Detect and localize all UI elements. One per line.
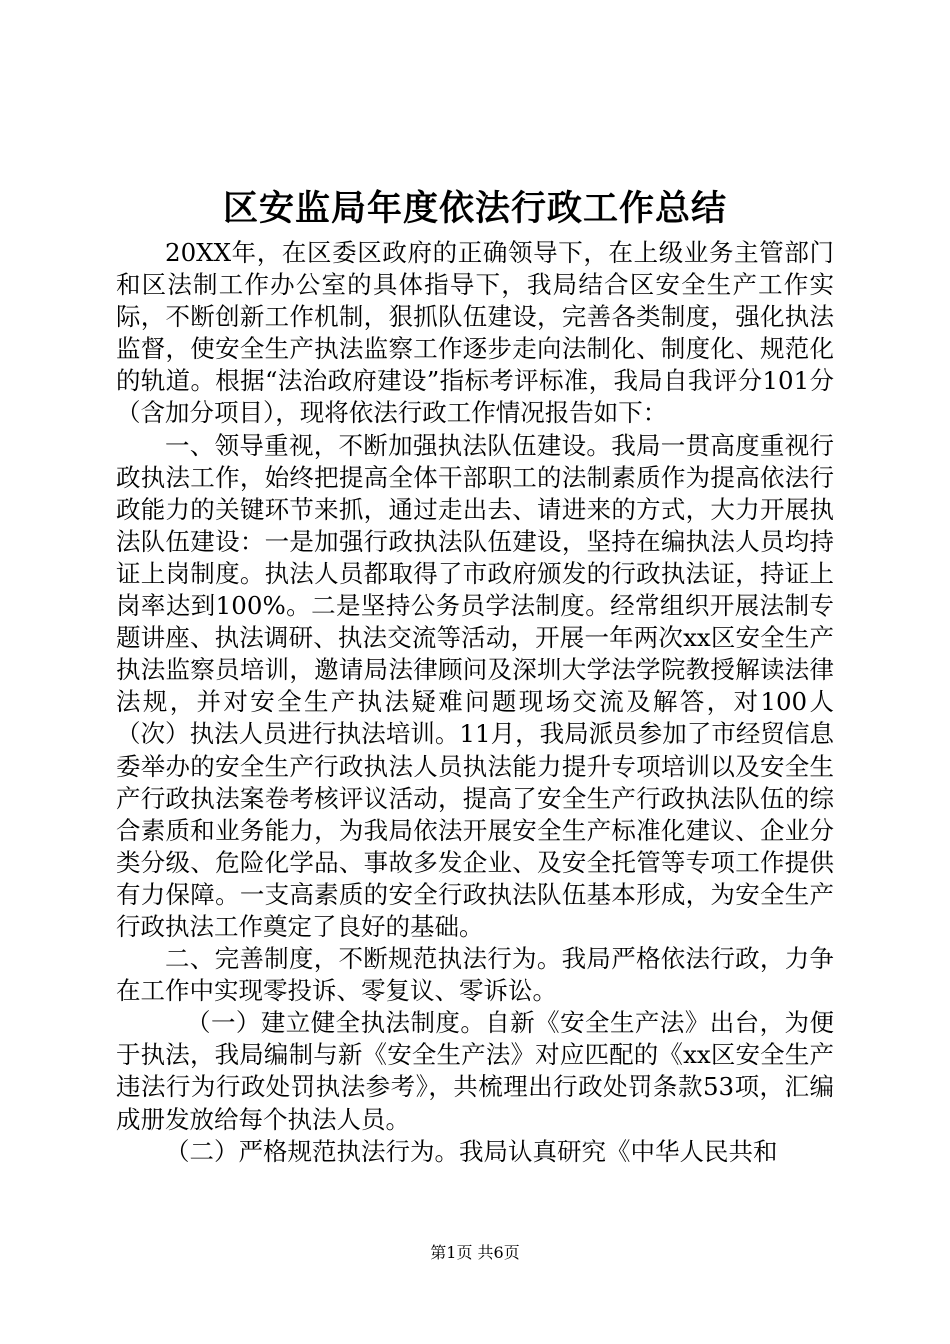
- paragraph-intro: 20XX年，在区委区政府的正确领导下，在上级业务主管部门和区法制工作办公室的具体指导下，我局结合区安全生产工作实际，不断创新工作机制，狠抓队伍建设，完善各类制度，强化执法监督，使安全生产执法监察工作逐步走向法制化、制度化、规范化的轨道。根据“法治政府建设”指标考评标准，我局自我评分101分（含加分项目），现将依法行政工作情况报告如下：: [116, 238, 834, 428]
- paragraph-subsection-1: （一）建立健全执法制度。自新《安全生产法》出台，为便于执法，我局编制与新《安全生产法》对应匹配的《xx区安全生产违法行为行政处罚执法参考》，共梳理出行政处罚条款53项，汇编成册发放给每个执法人员。: [116, 1008, 834, 1134]
- paragraph-subsection-2: （二）严格规范执法行为。我局认真研究《中华人民共和: [165, 1136, 778, 1166]
- document-title: 区安监局年度依法行政工作总结: [222, 188, 727, 229]
- paragraph-section-1: 一、领导重视，不断加强执法队伍建设。我局一贯高度重视行政执法工作，始终把提高全体干部职工的法制素质作为提高依法行政能力的关键环节来抓，通过走出去、请进来的方式，大力开展执法队伍建设：一是加强行政执法队伍建设，坚持在编执法人员均持证上岗制度。执法人员都取得了市政府颁发的行政执法证，持证上岗率达到100%。二是坚持公务员学法制度。经常组织开展法制专题讲座、执法调研、执法交流等活动，开展一年两次xx区安全生产执法监察员培训，邀请局法律顾问及深圳大学法学院教授解读法律法规，并对安全生产执法疑难问题现场交流及解答，对100人（次）执法人员进行执法培训。11月，我局派员参加了市经贸信息委举办的安全生产行政执法人员执法能力提升专项培训以及安全生产行政执法案卷考核评议活动，提高了安全生产行政执法队伍的综合素质和业务能力，为我局依法开展安全生产标准化建议、企业分类分级、危险化学品、事故多发企业、及安全托管等专项工作提供有力保障。一支高素质的安全行政执法队伍基本形成，为安全生产行政执法工作奠定了良好的基础。: [116, 430, 834, 941]
- paragraph-section-2: 二、完善制度，不断规范执法行为。我局严格依法行政，力争在工作中实现零投诉、零复议、零诉讼。: [116, 944, 834, 1006]
- document-body: [116, 237, 834, 1168]
- page-footer: 第1页 共6页: [430, 1243, 520, 1262]
